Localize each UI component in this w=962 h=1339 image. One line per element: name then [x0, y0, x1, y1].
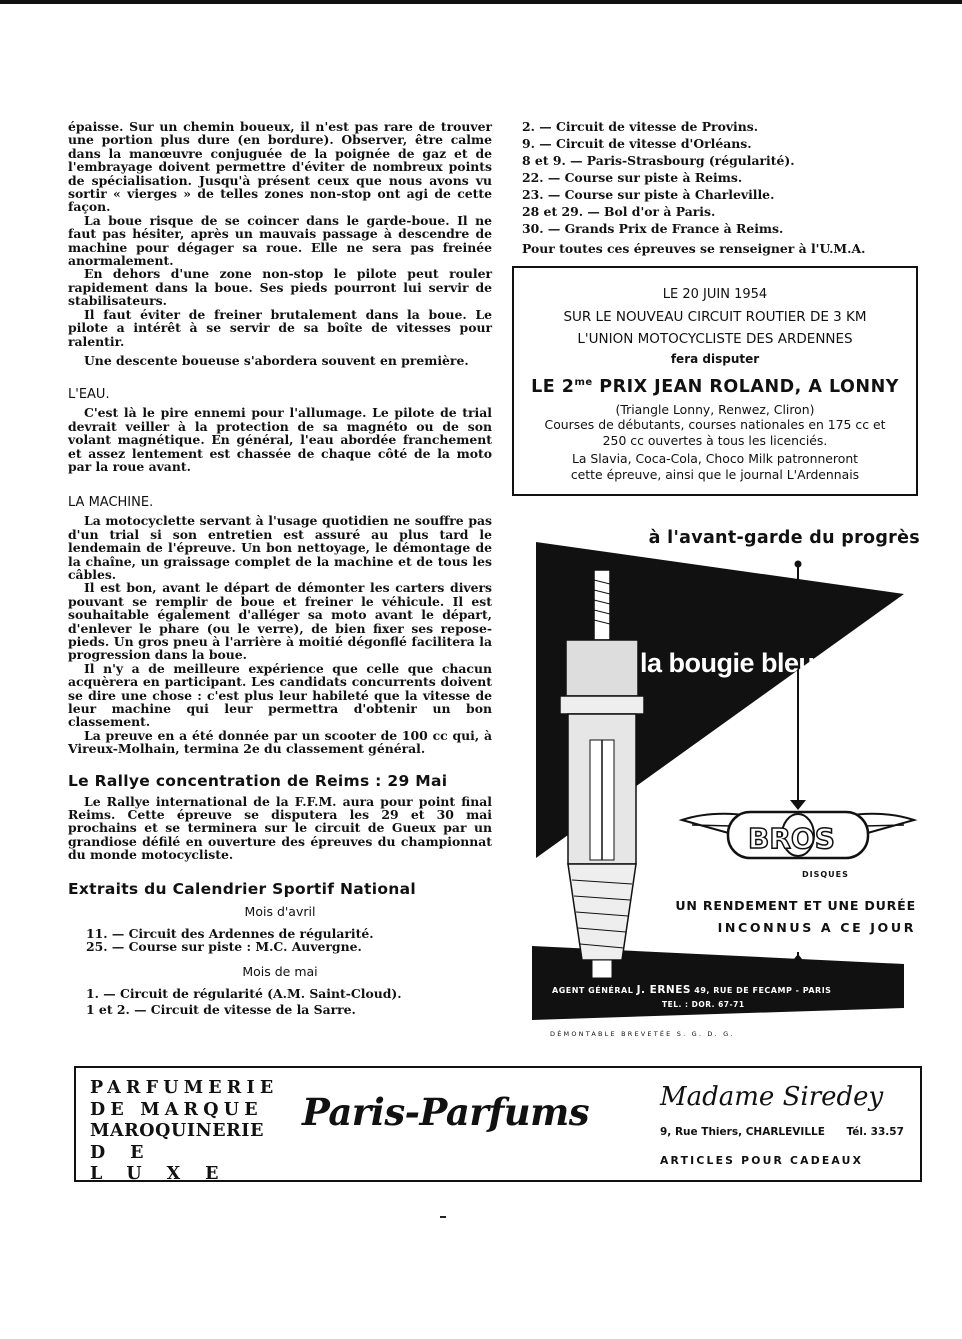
- paragraph: épaisse. Sur un chemin boueux, il n'est pas rare de trouver une portion plus dure (en bordure). Observer, être calme dans la manœuvre conjuguée de la poignée de gaz et de l'embrayage doivent permettre d'éviter de nombreux points de spécialisation. Jusqu'à présent ceux que nous avons vu sortir « vierges » de telles zones non-stop ont agi de cette façon.: [68, 119, 492, 215]
- calendar-item: 11. — Circuit des Ardennes de régularité.: [86, 925, 374, 941]
- top-rule: [0, 0, 962, 4]
- paragraph: Une descente boueuse s'abordera souvent en première.: [84, 352, 469, 368]
- event-title: LE $2^{me}$ PRIX JEAN ROLAND, A LONNY: [531, 376, 899, 397]
- section-heading-machine: LA MACHINE.: [68, 495, 154, 511]
- ad-slogan-2: INCONNUS A CE JOUR: [717, 920, 916, 935]
- banner-owner-name: Madame Siredey: [660, 1082, 884, 1112]
- event-sponsors-1: La Slavia, Coca-Cola, Choco Milk patronneront: [571, 451, 859, 467]
- banner-address: 9, Rue Thiers, CHARLEVILLE Tél. 33.57: [660, 1126, 904, 1138]
- ad-artwork: [532, 520, 918, 1050]
- calendar-item: 8 et 9. — Paris-Strasbourg (régularité).: [522, 153, 795, 168]
- calendar-item: 23. — Course sur piste à Charleville.: [522, 187, 775, 202]
- calendar-item: 25. — Course sur piste : M.C. Auvergne.: [86, 939, 362, 955]
- section-heading-calendar: Extraits du Calendrier Sportif National: [68, 879, 416, 898]
- paragraph: Il n'y a de meilleure expérience que celle que chacun acquèrera en participant. Les candidats concurrents doivent se dire une chose : c'est plus leur habileté que la vitesse de leur machine qui leur permettra d'obtenir un bon classement.: [68, 660, 492, 730]
- calendar-item: 30. — Grands Prix de France à Reims.: [522, 221, 784, 236]
- page-mark: [440, 1216, 446, 1218]
- banner-shop-name: Paris-Parfums: [302, 1090, 590, 1134]
- event-date: LE 20 JUIN 1954: [662, 287, 768, 302]
- paragraph: Le Rallye international de la F.F.M. aura pour point final Reims. Cette épreuve se disputera les 29 et 30 mai prochains et se terminera sur le circuit de Gueux par un grandiose défilé en ouverture des épreuves du championnat du monde motocycliste.: [68, 793, 492, 863]
- event-fera: fera disputer: [670, 352, 760, 366]
- paragraph: La boue risque de se coincer dans le garde-boue. Il ne faut pas hésiter, après un mauvais passage à descendre de machine pour dégager sa roue. Elle ne sera pas freinée anormalement.: [68, 212, 492, 269]
- bros-logo: [682, 812, 914, 858]
- event-sponsors-2: cette épreuve, ainsi que le journal L'Ardennais: [570, 466, 860, 482]
- event-organizer: L'UNION MOTOCYCLISTE DES ARDENNES: [577, 331, 853, 347]
- paragraph: C'est là le pire ennemi pour l'allumage. Le pilote de trial devrait veiller à la protection de sa magnéto ou de son volant magnétique. En général, l'eau abordée franchement et assez lentement est chassée de chaque côté de la moto par la roue avant.: [68, 405, 492, 474]
- calendar-item: 9. — Circuit de vitesse d'Orléans.: [522, 136, 752, 151]
- ad-brand-name: la bougie bleue: [640, 648, 830, 678]
- paragraph: La motocyclette servant à l'usage quotidien ne souffre pas d'un trial si son entretien est assuré au plus tard le lendemain de l'épreuve. Un bon nettoyage, le démontage de la chaîne, un graissage complet de la machine et de tous les câbles.: [68, 513, 492, 582]
- perfume-advertisement-banner: [74, 1066, 922, 1182]
- calendar-item: 2. — Circuit de vitesse de Provins.: [522, 119, 759, 134]
- banner-articles: ARTICLES POUR CADEAUX: [660, 1154, 864, 1167]
- arrow-down-icon: [790, 800, 806, 810]
- banner-left-text: PARFUMERIE DE MARQUE MAROQUINERIE DE LUXE: [90, 1078, 279, 1184]
- spark-plug-advertisement: [532, 520, 918, 1050]
- ad-logo-subtitle: DISQUES: [802, 870, 849, 879]
- section-heading-eau: L'EAU.: [68, 387, 110, 403]
- event-circuit: SUR LE NOUVEAU CIRCUIT ROUTIER DE 3 KM: [563, 309, 867, 325]
- right-column: [522, 118, 914, 257]
- event-courses-2: 250 cc ouvertes à tous les licenciés.: [602, 432, 828, 448]
- calendar-item: 1. — Circuit de régularité (A.M. Saint-Cloud).: [86, 985, 402, 1001]
- section-heading-rallye: Le Rallye concentration de Reims : 29 Mai: [68, 771, 448, 790]
- event-triangle: (Triangle Lonny, Renwez, Cliron): [615, 401, 815, 417]
- calendar-item: 28 et 29. — Bol d'or à Paris.: [522, 204, 716, 219]
- ad-patent-note: DÉMONTABLE BREVETÉE S. G. D. G.: [550, 1030, 735, 1038]
- ad-telephone: TEL. : DOR. 67-71: [662, 1000, 745, 1009]
- arrow-dot: [795, 561, 802, 568]
- calendar-item: 1 et 2. — Circuit de vitesse de la Sarre.: [86, 1002, 356, 1018]
- svg-text:BROS: BROS: [748, 822, 835, 855]
- paragraph: Il est bon, avant le départ de démonter les carters divers pouvant se remplir de boue et freiner le véhicule. Il est souhaitable également d'alléger sa moto avant le départ, d'enlever le phare (ou le verre), de bien fixer ses repose-pieds. Un gros pneu à l'arrière à moitié dégonflé facilitera la progression dans la boue.: [68, 580, 492, 663]
- calendar-item: 22. — Course sur piste à Reims.: [522, 170, 743, 185]
- ad-agent: AGENT GÉNÉRAL J. ERNES 49, RUE DE FECAMP - PARIS: [552, 984, 832, 996]
- paragraph: Il faut éviter de freiner brutalement dans la boue. Le pilote a intérêt à se servir de sa boîte de vitesses pour ralentir.: [68, 306, 492, 349]
- month-label-may: Mois de mai: [242, 963, 318, 979]
- paragraph: La preuve en a été donnée par un scooter de 100 cc qui, à Vireux-Molhain, termina 2e du classement général.: [68, 727, 492, 757]
- paragraph: En dehors d'une zone non-stop le pilote peut rouler rapidement dans la boue. Ses pieds pourront lui servir de stabilisateurs.: [68, 266, 492, 309]
- event-courses-1: Courses de débutants, courses nationales en 175 cc et: [544, 417, 886, 433]
- left-column: [68, 120, 492, 1017]
- event-announcement-box: [512, 266, 918, 496]
- calendar-note: Pour toutes ces épreuves se renseigner à l'U.M.A.: [522, 241, 866, 256]
- ad-slogan-1: UN RENDEMENT ET UNE DURÉE: [675, 898, 916, 913]
- month-label-april: Mois d'avril: [244, 903, 316, 919]
- ad-tagline: à l'avant-garde du progrès: [648, 528, 920, 548]
